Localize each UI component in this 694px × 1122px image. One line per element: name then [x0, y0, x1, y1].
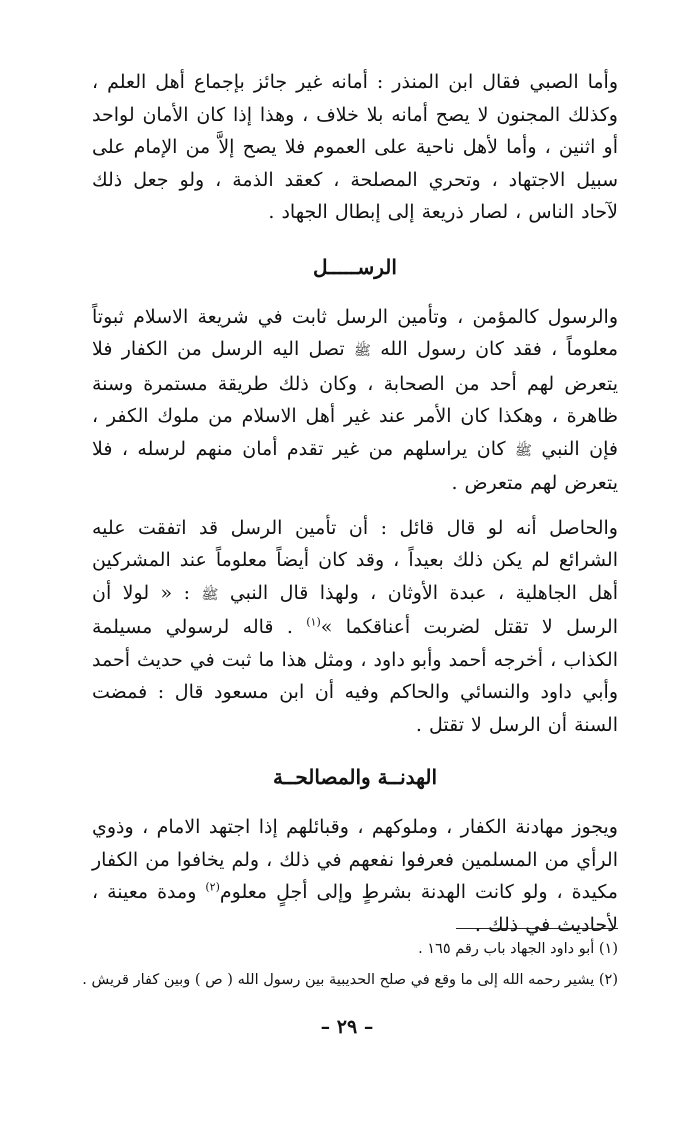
hadith-quote: : « لولا أن الرسل لا تقتل لضربت أعناقكما » — [92, 581, 618, 638]
paragraph-text: . قاله لرسولي مسيلمة الكذاب ، أخرجه أحمد وأبو داود ، ومثل هذا ما ثبت في حديث أحمد وأبي داود والنسائي والحاكم وفيه أن ابن مسعود قال : فمضت السنة أن الرسل لا تقتل . — [92, 616, 618, 736]
paragraph-text: ومدة معينة ، لأحاديث في ذلك . — [92, 881, 618, 936]
page-body — [92, 66, 618, 941]
footnotes — [70, 938, 618, 1000]
page-number: – ٢٩ – — [320, 1016, 374, 1038]
salla-ligature: ﷺ — [514, 442, 532, 459]
paragraph-envoys-safety — [92, 301, 618, 500]
salla-ligature: ﷺ — [201, 586, 219, 603]
footnote-marker-2: (٢) — [205, 880, 220, 894]
paragraph-text: تصل اليه الرسل من الكفار فلا يتعرض لهم أحد من الصحابة ، وكان ذلك طريقة مستمرة وسنة ظاهرة ، وهكذا كان الأمر عند غير أهل الاسلام من ملوك الكفر ، فإن النبي — [92, 338, 618, 460]
salla-ligature: ﷺ — [354, 343, 371, 359]
paragraph-truce — [92, 811, 618, 941]
paragraph-text: والرسول كالمؤمن ، وتأمين الرسل ثابت في شريعة الاسلام ثبوتاً معلوماً ، فقد كان رسول الله — [92, 305, 619, 360]
paragraph-text: ويجوز مهادنة الكفار ، وملوكهم ، وقبائلهم إذا اجتهد الامام ، وذوي الرأي من المسلمين فعرفوا نفعهم في ذلك ، ولم يخافوا من الكفار مكيدة ، ولو كانت الهدنة بشرطٍ وإلى أجلٍ معلوم — [92, 816, 618, 903]
section-heading-envoys: الرســـــل — [313, 254, 397, 279]
footnote-2: (٢) يشير رحمه الله إلى ما وقع في صلح الحديبية بين رسول الله ( ص ) وبين كفار قريش . — [82, 972, 618, 988]
paragraph-text: وأما الصبي فقال ابن المنذر : أمانه غير جائز بإجماع أهل العلم ، وكذلك المجنون لا يصح أمانه بلا خلاف ، وهذا إذا كان الأمان لواحد أو اثنين ، وأما لأهل ناحية على العموم فلا يصح إلاَّ من الإمام على سبيل الاجتهاد ، وتحري المصلحة ، كعقد الذمة ، ولو جعل ذلك لآحاد الناس ، لصار ذريعة إلى إبطال الجهاد . — [92, 71, 618, 223]
paragraph-text: كان يراسلهم من غير تقدم أمان منهم لرسله ، فلا يتعرض لهم متعرض . — [92, 437, 618, 494]
footnote-marker-1: (١) — [306, 615, 321, 629]
footnote-1: (١) أبو داود الجهاد باب رقم ١٦٥ . — [418, 941, 618, 957]
paragraph-child-madman-safety — [92, 66, 618, 229]
section-heading-truce: الهدنــة والمصالحــة — [272, 765, 438, 789]
footnote-divider — [456, 928, 618, 929]
paragraph-conclusion — [92, 512, 618, 742]
paragraph-text: والحاصل أنه لو قال قائل : أن تأمين الرسل قد اتفقت عليه الشرائع لم يكن ذلك بعيداً ، وقد كان أيضاً معلوماً عند المشركين أهل الجاهلية ، عبدة الأوثان ، ولهذا قال النبي — [92, 516, 618, 604]
